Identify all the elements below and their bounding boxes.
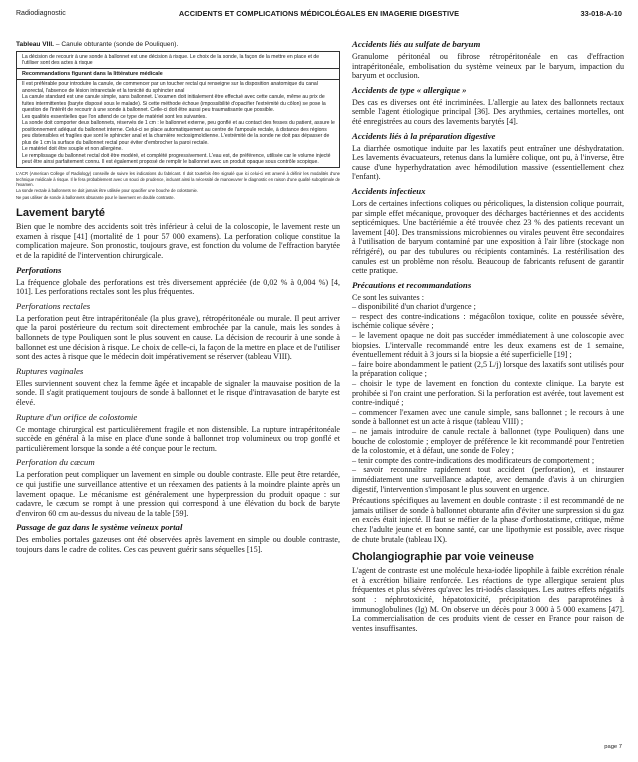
- section-heading-lavement: Lavement baryté: [16, 207, 105, 220]
- subheading-allergique: Accidents de type « allergique »: [352, 84, 467, 95]
- header-section-label: Radiodiagnostic: [16, 10, 66, 17]
- list-item: – savoir reconnaître rapidement tout accident (perforation), et instaurer immédiatement une surveillance adaptée, avec demande d'avis à un chirurgien digestif, l'intervention s'imposant le plus souvent en urgence.: [352, 465, 624, 494]
- paragraph: Ce sont les suivantes :: [352, 292, 424, 302]
- section-heading-cholangiographie: Cholangiographie par voie veineuse: [352, 551, 534, 564]
- subheading-precautions: Précautions et recommandations: [352, 279, 472, 290]
- paragraph: Précautions spécifiques au lavement en double contraste : il est recommandé de ne jamais utiliser de sonde à ballonnet obturante afin d'éviter une surpression si du gaz en excès était injecté. Il faut se méfier de la phase d'orthostatisme, critique, même chez l'adulte jeune et en bonne santé, car une lipothymie est possible, avec risque de chute brutale (tableau IX).: [352, 496, 624, 544]
- subheading-preparation: Accidents liés à la préparation digestive: [352, 130, 496, 141]
- table-note: L'ACR (American College of Radiology) conseille de suivre les indications du fabricant. Il doit toutefois être signalé que ici celui-ci est amené à définir les modalités d'une technique médicale à risque. Il le fera probablement avec un souci de prudence, incluant ainsi la nécessité de manoeuvrer le diagnostic en raison d'une qualité suboptimale de l'examen.: [16, 171, 340, 187]
- paragraph: L'agent de contraste est une molécule hexa-iodée lipophile à faible excrétion rénale et à excrétion biliaire renforcée. Les réactions de type allergique seraient plus fréquentes et plus sévères qu'avec les tri-iodés classiques. Les autres effets négatifs sont : néphrotoxicité, hépatotoxicité, précipitation des paraprotéines à immunoglobulines (Ig) M. On observe un décès pour 3 000 à 5 000 examens [47]. La commercialisation de ces produits vient de cesser en France pour raison de ventes insuffisantes.: [352, 566, 624, 633]
- paragraph: Des embolies portales gazeuses ont été observées après lavement en simple ou double contraste, toujours dans le cadre de colites. Ces cas peuvent guérir sans séquelles [15].: [16, 535, 340, 554]
- paragraph: Des cas es diverses ont été incriminées. L'allergie au latex des ballonnets rectaux semble l'agent étiologique principal [36]. Des arythmies, certaines mortelles, ont été enregistrées au cours des lavements barytés [4].: [352, 97, 624, 126]
- page-header: [16, 6, 622, 22]
- list-item: – commencer l'examen avec une canule simple, sans ballonnet ; le recours à une sonde à ballonnet est un acte à risque (tableau VIII) ;: [352, 407, 624, 427]
- paragraph: La perforation peut compliquer un lavement en simple ou double contraste. Elle peut être retardée, ce qui justifie une surveillance attentive et un réexamen des patients à la moindre plainte après un lavement opaque. Le mécanisme est généralement une hyperpression du produit opaque : sur cadavre, le cæcum se rompt à une pression qui correspond à une élévation du bock de baryte d'environ 60 cm au-dessus du niveau de la table [59].: [16, 470, 340, 518]
- paragraph: Ce montage chirurgical est particulièrement fragile et non distensible. La rupture intrapéritonéale succède en général à la mise en place d'une sonde à ballonnet trop volumineux ou trop gonflé et particulièrement lorsque la sonde a été conçue pour le rectum.: [16, 424, 340, 453]
- paragraph: Bien que le nombre des accidents soit très inférieur à celui de la coloscopie, le lavement reste un examen à risque [41] (mortalité de 1 pour 57 000 examens). La perforation colique constitue la complication majeure. Son pronostic, toujours grave, est fonction du volume de l'effraction barytée et de la rapidité de l'intervention chirurgicale.: [16, 222, 340, 260]
- list-item: – respect des contre-indications : mégacôlon toxique, colite en poussée sévère, ischémie colique sévère ;: [352, 311, 624, 331]
- list-item: – choisir le type de lavement en fonction du contexte clinique. La baryte est prohibée si l'on craint une perforation. Si la perforation est avérée, tout lavement est contre-indiqué ;: [352, 379, 624, 408]
- table-line: Il est préférable pour introduire la canule, de commencer par un toucher rectal qui renseigne sur la disposition anatomique du canal anorectal, l'absence de lésion intrarectale et la tonicité du sphincter anal: [22, 81, 318, 94]
- paragraph: Elles surviennent souvent chez la femme âgée et incapable de signaler la mauvaise position de la sonde. Il s'agit pratiquement toujours de sonde à ballonnet et le risque d'intravasation de baryte est élevé.: [16, 378, 340, 407]
- paragraph: Lors de certaines infections coliques ou péricoliques, la distension colique pourrait, par simple effet mécanique, provoquer des décharges bactériennes et des accidents septicémiques. Une bactériémie a été trouvée chez 23 % des patients recevant un lavement [40]. Des transmissions microbiennes ou virales peuvent être secondaires à l'utilisation de baryum contaminé par une exposition à l'air libre (stockage non réfrigéré), ou par des tubulures ou récipients contaminés. La restérilisation des canules est un problème non résolu. Beaucoup de fabricants refusent de garantir cette pratique.: [352, 198, 624, 276]
- table-line: La sonde doit comporter deux ballonnets, réservés de 1 cm : le ballonnet externe, peu gonflé et au contact des fesses du patient, assure le positionnement adéquat du ballonnet interne. Celui-ci se place automatiquement au centre de l'ampoule rectale, à distance des régions peu distensibles et fragiles que sont le sphincter anal et la charnière rectosigmoïdienne. L'extrémité de la sonde ne doit pas dépasser de plus de 1 cm la surface du ballonnet rectal pour éviter d'embrocher la paroi rectale.: [22, 120, 335, 146]
- table-row: La décision de recourir à une sonde à ballonnet est une décision à risque. Le choix de la sonde, la façon de la mettre en place et de l'utiliser sont des actes à risque: [22, 53, 320, 66]
- subheading-perforations: Perforations: [16, 264, 62, 275]
- table-note: Ne pas utiliser de sonde à ballonnets obturante pour le lavement en double contraste.: [16, 194, 175, 200]
- table-caption-text: – Canule obturante (sonde de Pouliquen).: [54, 41, 179, 48]
- subheading-vaginales: Ruptures vaginales: [16, 365, 84, 376]
- list-item: – disponibilité d'un chariot d'urgence ;: [352, 302, 476, 312]
- paragraph: La diarrhée osmotique induite par les laxatifs peut entraîner une déshydratation. Les lavements évacuateurs, retenus dans la lumière colique, ont pu, à l'inverse, être cause d'une hyperhydratation avec hémodilution massive (essentiellement chez l'enfant).: [352, 143, 624, 182]
- right-column: [352, 39, 624, 633]
- header-reference: 33-018-A-10: [580, 9, 622, 18]
- table-line: La canule standard est une canule simple, sans ballonnet. L'examen doit initialement être effectué avec cette canule, même au prix de fuites intermittentes (baryte disposé sous le malade). Si cette méthode échoue (impossibilité d'opacifier l'extrémité du côlon) se pose la question de l'intérêt de recourir à une sonde à ballonnet. Celle-ci doit être aussi peu traumatisante que possible.: [22, 94, 326, 114]
- table-row: [17, 79, 339, 168]
- paragraph: La perforation peut être intrapéritonéale (la plus grave), rétropéritonéale ou murale. Il peut arriver que la paroi postérieure du rectum soit directement embrochée par la canule, mais les sondes à ballonnets de type Pouliquen sont le plus souvent en cause. La décision de recourir à une sonde à ballonnet est une décision à risque. Le choix de celle-ci, la façon de la mettre en place et de l'utiliser sont des actes à risque que le médecin doit impérativement se réserver (tableau VIII).: [16, 313, 340, 362]
- subheading-sulfate: Accidents liés au sulfate de baryum: [352, 39, 481, 49]
- paragraph: Granulome péritonéal ou fibrose rétropéritonéale en cas d'effraction intrapéritonéale, embolisation du système veineux par le baryum, impaction du baryum et occlusion.: [352, 52, 624, 81]
- header-title: ACCIDENTS ET COMPLICATIONS MÉDICOLÉGALES EN IMAGERIE DIGESTIVE: [178, 9, 460, 18]
- subheading-caecum: Perforation du cæcum: [16, 457, 95, 468]
- list-item: – faire boire abondamment le patient (2,5 L/j) lorsque des laxatifs sont utilisés pour la préparation colique ;: [352, 359, 624, 379]
- paragraph: La fréquence globale des perforations est très diversement appréciée (de 0,02 % à 0,004 %) [4, 101]. Les perforations rectales sont les plus fréquentes.: [16, 277, 340, 297]
- left-column: [16, 40, 340, 554]
- table-line: Le remplissage du ballonnet rectal doit être modéré, et complété progressivement. L'eau est, de préférence, utilisée car le volume injecté peut être ainsi parfaitement connu. Il est également proposé de remplir le ballonnet avec un produit opaque sous contrôle scopique.: [22, 152, 331, 166]
- table-viii: [16, 51, 340, 168]
- table-subheading: Recommandations figurant dans la littérature médicale: [17, 68, 339, 79]
- page-number: page 7: [604, 744, 622, 750]
- table-line: Le matériel doit être souple et non allergène.: [22, 146, 123, 153]
- subheading-gaz: Passage de gaz dans le système veineux portal: [16, 522, 183, 533]
- table-note: La sonde rectale à ballonnets ne doit jamais être utilisée pour opacifier une bouche de colostomie.: [16, 188, 199, 194]
- list-item: – ne jamais introduire de canule rectale à ballonnet (type Pouliquen) dans une bouche de colostomie ; employer de préférence le kit recommandé pour l'entretien de la colostomie, et à défaut, une sonde de Foley ;: [352, 427, 624, 456]
- subheading-rectales: Perforations rectales: [16, 300, 91, 311]
- subheading-infectieux: Accidents infectieux: [352, 185, 426, 196]
- table-caption: [16, 40, 340, 49]
- table-line: Les qualités essentielles que l'on attend de ce type de matériel sont les suivantes.: [22, 113, 207, 120]
- subheading-colostomie: Rupture d'un orifice de colostomie: [16, 411, 138, 422]
- table-caption-label: Tableau VIII.: [16, 41, 54, 48]
- list-item: – tenir compte des contre-indications des modificateurs de comportement ;: [352, 455, 595, 465]
- list-item: – le lavement opaque ne doit pas succéder immédiatement à une coloscopie avec biopsies. L'intervalle recommandé entre les deux examens est de 1 semaine, éventuellement réduit à 3 jours si la biopsie a été superficielle [19] ;: [352, 331, 624, 360]
